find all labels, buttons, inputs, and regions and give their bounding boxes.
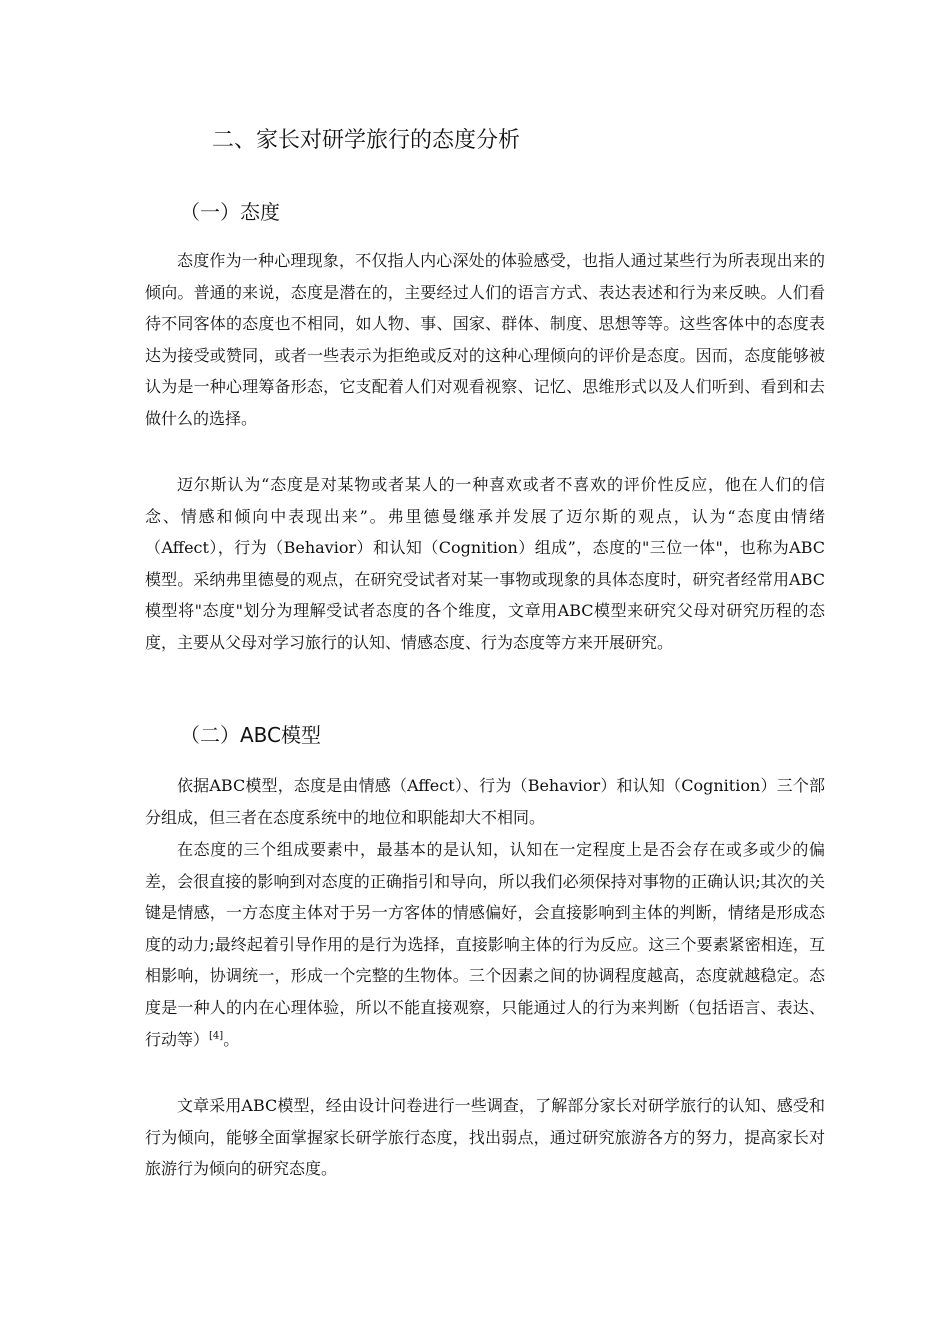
paragraph-abc-components: 依据ABC模型，态度是由情感（Affect）、行为（Behavior）和认知（Cognition）三个部分组成，但三者在态度系统中的地位和职能却大不相同。 <box>145 776 825 827</box>
section-title: 二、家长对研学旅行的态度分析 <box>212 128 521 153</box>
subsection-title-attitude: （一）态度 <box>180 200 280 224</box>
citation-reference: [4] <box>209 1030 224 1042</box>
paragraph-abc-elements-end: 。 <box>223 1029 240 1049</box>
paragraph-attitude-definition: 态度作为一种心理现象，不仅指人内心深处的体验感受，也指人通过某些行为所表现出来的倾向。普通的来说，态度是潜在的，主要经过人们的语言方式、表达表述和行为来反映。人们看待不同客体的态度也不相同，如人物、事、国家、群体、制度、思想等等。这些客体中的态度表达为接受或赞同，或者一些表示为拒绝或反对的这种心理倾向的评价是态度。因而，态度能够被认为是一种心理筹备形态，它支配着人们对观看视察、记忆、思维形式以及人们听到、看到和去做什么的选择。 <box>145 251 825 428</box>
paragraph-myers-freedman: 迈尔斯认为“态度是对某物或者某人的一种喜欢或者不喜欢的评价性反应，他在人们的信念、情感和倾向中表现出来”。弗里德曼继承并发展了迈尔斯的观点，认为“态度由情绪（Affect），行为（Behavior）和认知（Cognition）组成”，态度的"三位一体"，也称为ABC模型。采纳弗里德曼的观点，在研究受试者对某一事物或现象的具体态度时，研究者经常用ABC模型将"态度"划分为理解受试者态度的各个维度，文章用ABC模型来研究父母对研究历程的态度，主要从父母对学习旅行的认知、情感态度、行为态度等方来开展研究。 <box>145 475 825 652</box>
subsection-title-abc-model: （二）ABC模型 <box>180 723 322 747</box>
paragraph-abc-elements-text: 在态度的三个组成要素中，最基本的是认知，认知在一定程度上是否会存在或多或少的偏差，会很直接的影响到对态度的正确指引和导向，所以我们必须保持对事物的正确认识;其次的关键是情感，一方态度主体对于另一方客体的情感偏好，会直接影响到主体的判断，情绪是形成态度的动力;最终起着引导作用的是行为选择，直接影响主体的行为反应。这三个要素紧密相连，互相影响，协调统一，形成一个完整的生物体。三个因素之间的协调程度越高，态度就越稳定。态度是一种人的内在心理体验，所以不能直接观察，只能通过人的行为来判断（包括语言、表达、行动等） <box>145 840 825 1049</box>
paragraph-survey-method: 文章采用ABC模型，经由设计问卷进行一些调查，了解部分家长对研学旅行的认知、感受和行为倾向，能够全面掌握家长研学旅行态度，找出弱点，通过研究旅游各方的努力，提高家长对旅游行为倾向的研究态度。 <box>145 1096 825 1179</box>
paragraph-abc-elements <box>145 834 825 1055</box>
